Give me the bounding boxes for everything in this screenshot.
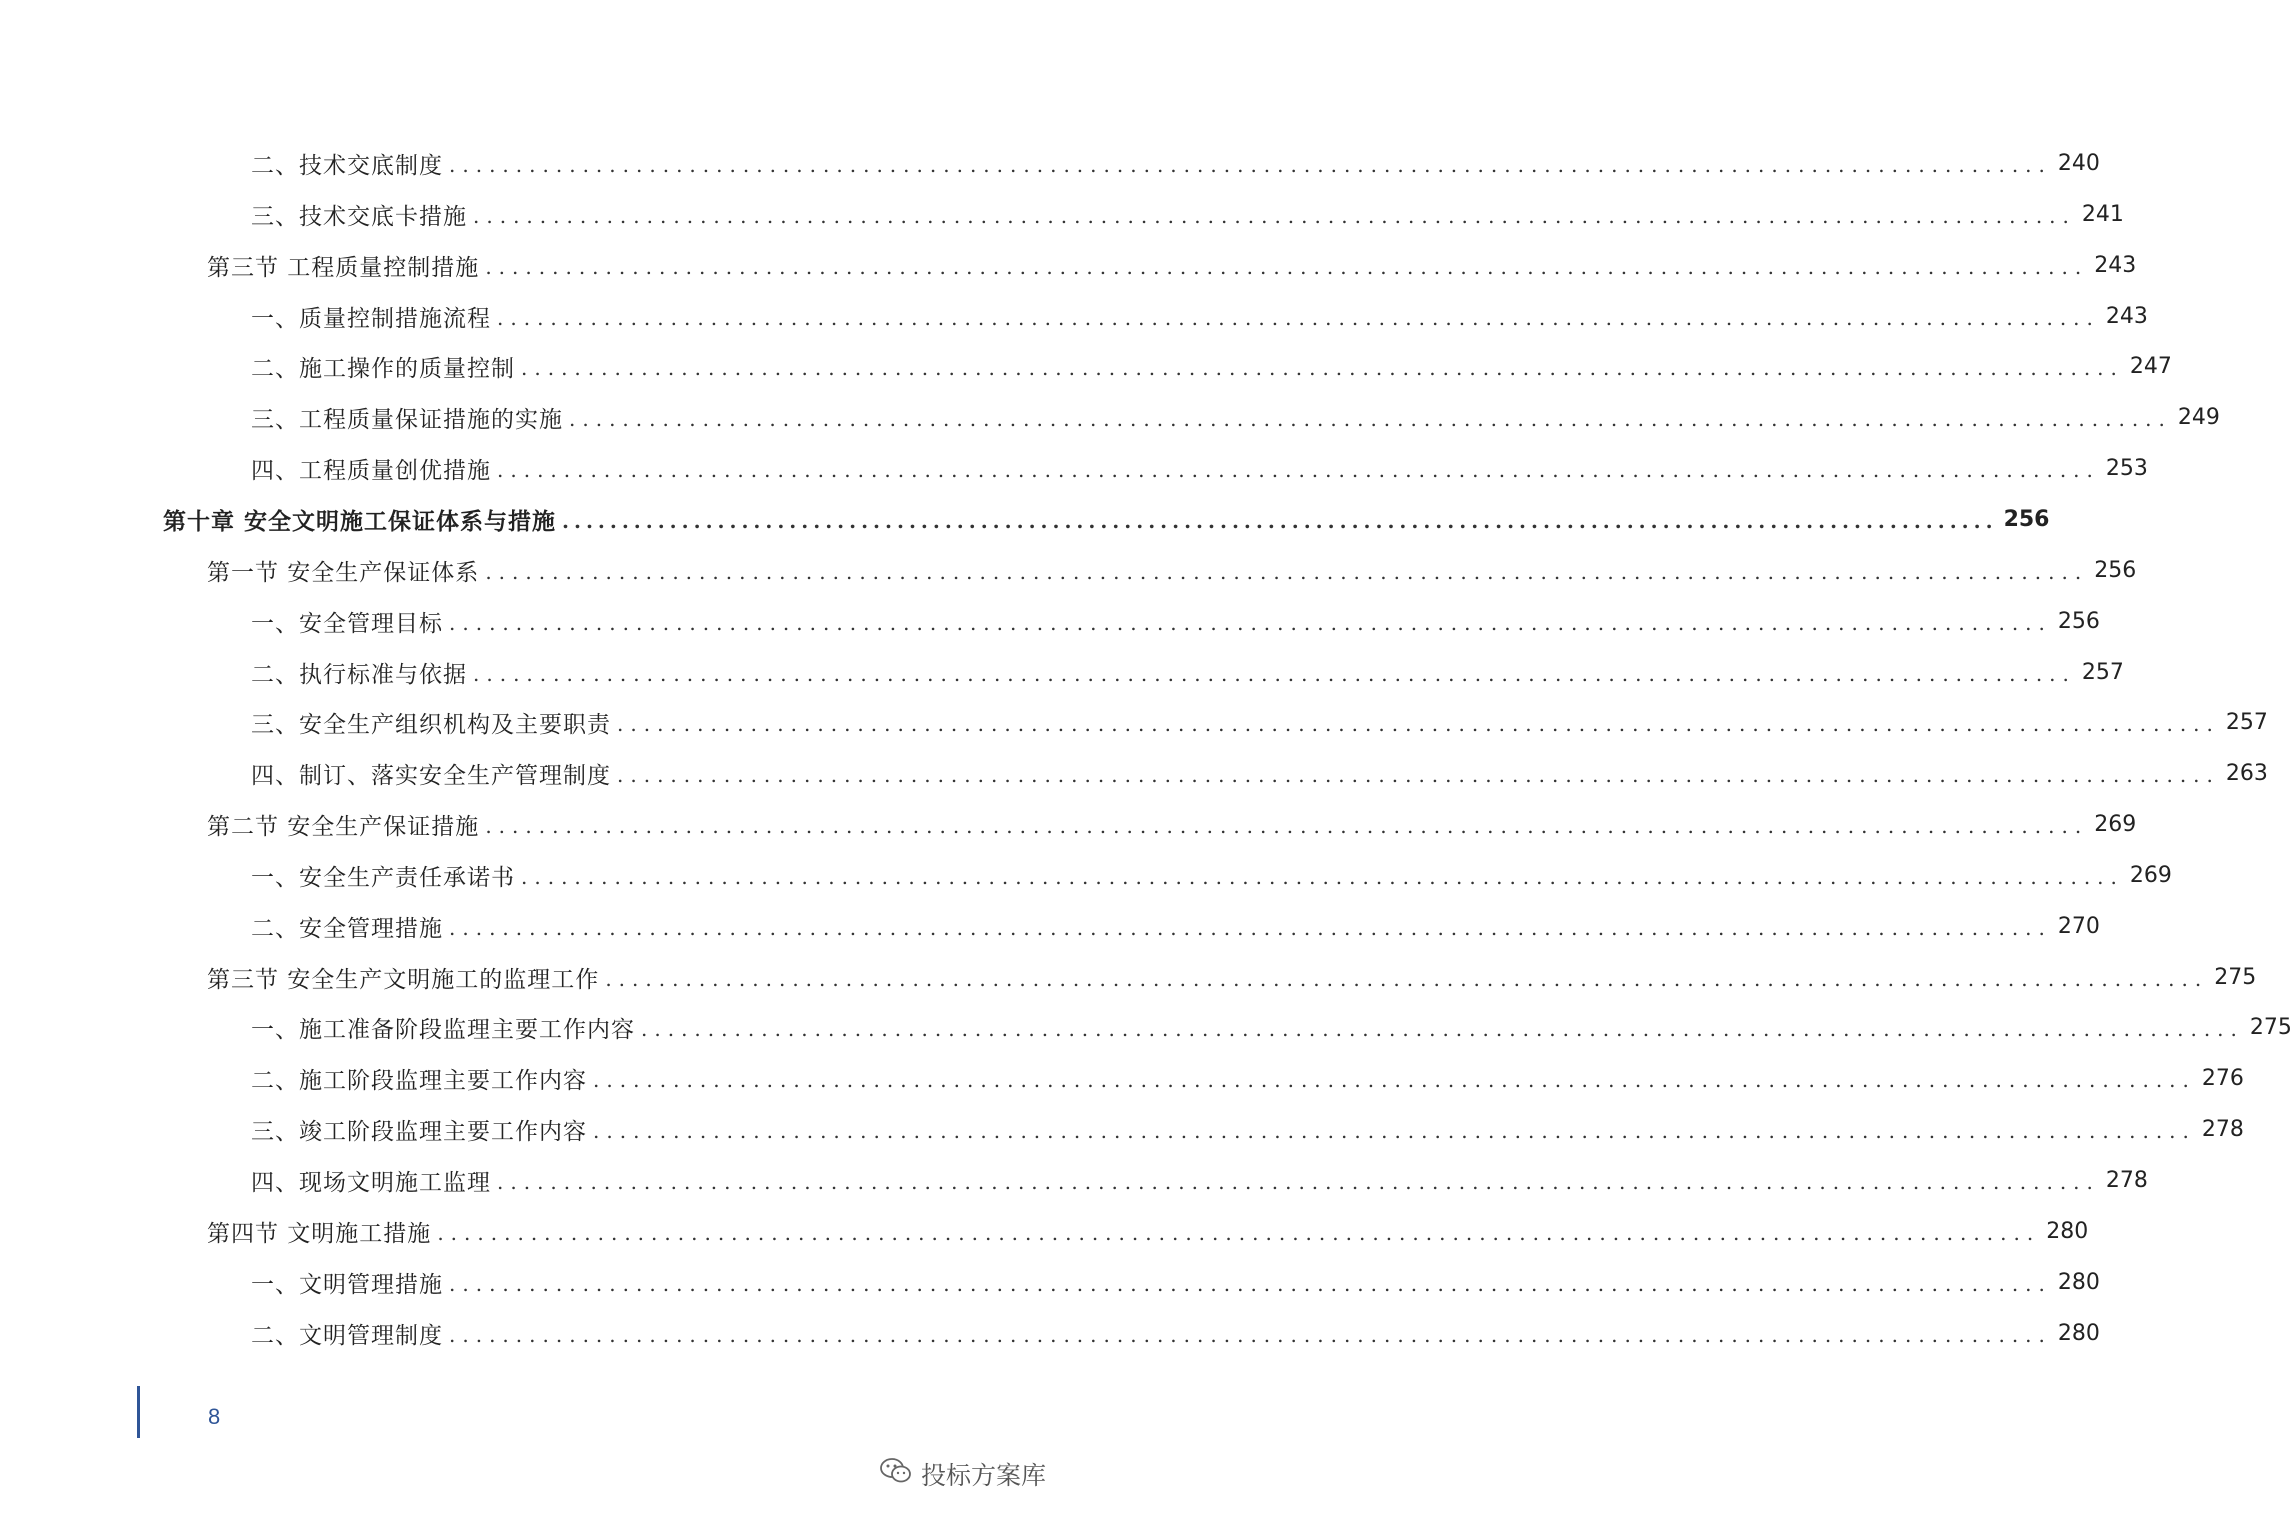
toc-entry[interactable] <box>0 753 2268 793</box>
toc-dot-leader: ........................................................................................................................ <box>449 611 2052 635</box>
toc-entry-title: 三、安全生产组织机构及主要职责 <box>251 711 611 738</box>
toc-entry-page: 256 <box>2094 557 2137 583</box>
toc-entry[interactable] <box>0 804 2137 844</box>
toc-entry-page: 256 <box>2003 506 2050 532</box>
toc-entry-page: 269 <box>2129 862 2172 888</box>
toc-dot-leader: ........................................................................................................................ <box>617 763 2220 787</box>
toc-entry-title: 第四节 文明施工措施 <box>207 1220 432 1247</box>
toc-dot-leader: ........................................................................................................................ <box>593 1068 2196 1092</box>
toc-entry[interactable] <box>0 957 2257 997</box>
toc-entry[interactable] <box>0 601 2100 641</box>
toc-entry-page: 278 <box>2105 1167 2148 1193</box>
toc-entry[interactable] <box>0 1262 2100 1302</box>
toc-entry-page: 276 <box>2201 1065 2244 1091</box>
toc-entry-title: 第二节 安全生产保证措施 <box>207 813 480 840</box>
toc-entry-page: 275 <box>2214 964 2257 990</box>
page-number-bar <box>137 1386 140 1438</box>
toc-entry[interactable] <box>0 143 2100 183</box>
toc-dot-leader: ........................................................................................................................ <box>593 1119 2196 1143</box>
toc-dot-leader: ........................................................................................................................ <box>497 1170 2100 1194</box>
toc-entry-page: 278 <box>2201 1116 2244 1142</box>
toc-entry-title: 二、执行标准与依据 <box>251 661 467 688</box>
toc-entry-page: 280 <box>2057 1320 2100 1346</box>
wechat-icon <box>879 1456 921 1492</box>
toc-dot-leader: ........................................................................................................................ <box>617 712 2220 736</box>
toc-entry[interactable] <box>0 702 2268 742</box>
toc-dot-leader: ........................................................................................................................ <box>449 1323 2052 1347</box>
toc-entry-title: 三、技术交底卡措施 <box>251 203 467 230</box>
toc-entry-title: 二、安全管理措施 <box>251 915 443 942</box>
toc-entry[interactable] <box>0 652 2124 692</box>
toc-entry-title: 二、施工阶段监理主要工作内容 <box>251 1067 587 1094</box>
toc-entry-page: 280 <box>2057 1269 2100 1295</box>
toc-dot-leader: ........................................................................................................................ <box>485 560 2089 584</box>
toc-entry-page: 240 <box>2057 150 2100 176</box>
toc-entry-title: 三、竣工阶段监理主要工作内容 <box>251 1118 587 1145</box>
toc-entry-page: 275 <box>2249 1014 2292 1040</box>
toc-entry[interactable] <box>0 296 2148 336</box>
toc-entry-title: 一、质量控制措施流程 <box>251 305 491 332</box>
toc-dot-leader: ........................................................................................................................ <box>485 255 2089 279</box>
toc-entry[interactable] <box>0 499 2050 539</box>
toc-entry-page: 257 <box>2225 709 2268 735</box>
toc-entry-page: 241 <box>2081 201 2124 227</box>
toc-entry[interactable] <box>0 397 2220 437</box>
toc-dot-leader: ........................................................................................................................ <box>485 814 2089 838</box>
toc-dot-leader: ........................................................................................................................ <box>497 458 2100 482</box>
toc-entry-title: 四、制订、落实安全生产管理制度 <box>251 762 611 789</box>
toc-dot-leader: ........................................................................................................................ <box>473 662 2076 686</box>
toc-entry[interactable] <box>0 448 2148 488</box>
toc-entry-page: 270 <box>2057 913 2100 939</box>
toc-entry-page: 263 <box>2225 760 2268 786</box>
toc-entry-page: 257 <box>2081 659 2124 685</box>
toc-entry-title: 二、施工操作的质量控制 <box>251 355 515 382</box>
toc-entry-title: 二、文明管理制度 <box>251 1322 443 1349</box>
page-number: 8 <box>208 1404 221 1429</box>
watermark <box>879 1456 1046 1492</box>
toc-entry-page: 249 <box>2177 404 2220 430</box>
toc-entry-title: 一、安全生产责任承诺书 <box>251 864 515 891</box>
toc-entry-title: 第三节 工程质量控制措施 <box>207 254 480 281</box>
toc-entry-page: 269 <box>2094 811 2137 837</box>
toc-entry-title: 三、工程质量保证措施的实施 <box>251 406 563 433</box>
toc-entry-title: 四、现场文明施工监理 <box>251 1169 491 1196</box>
toc-dot-leader: ........................................................................................................................ <box>449 1272 2052 1296</box>
toc-entry[interactable] <box>0 906 2100 946</box>
toc-entry-title: 二、技术交底制度 <box>251 152 443 179</box>
toc-entry[interactable] <box>0 855 2172 895</box>
toc-entry-title: 四、工程质量创优措施 <box>251 457 491 484</box>
watermark-text: 投标方案库 <box>920 1461 1046 1490</box>
toc-entry[interactable] <box>0 1211 2089 1251</box>
toc-entry[interactable] <box>0 1109 2244 1149</box>
toc-entry[interactable] <box>0 194 2124 234</box>
toc-entry[interactable] <box>0 1313 2100 1353</box>
toc-entry[interactable] <box>0 1160 2148 1200</box>
toc-entry-page: 253 <box>2105 455 2148 481</box>
toc-dot-leader: ........................................................................................................................ <box>562 509 1998 533</box>
toc-dot-leader: ........................................................................................................................ <box>437 1221 2041 1245</box>
toc-dot-leader: ........................................................................................................................ <box>449 153 2052 177</box>
toc-entry-title: 一、文明管理措施 <box>251 1271 443 1298</box>
toc-entry-title: 一、施工准备阶段监理主要工作内容 <box>251 1016 635 1043</box>
toc-dot-leader: ........................................................................................................................ <box>473 204 2076 228</box>
toc-entry-title: 第一节 安全生产保证体系 <box>207 559 480 586</box>
toc-dot-leader: ........................................................................................................................ <box>521 865 2124 889</box>
toc-dot-leader: ........................................................................................................................ <box>521 356 2124 380</box>
toc-entry[interactable] <box>0 550 2137 590</box>
toc-entry-page: 247 <box>2129 353 2172 379</box>
toc-entry-title: 一、安全管理目标 <box>251 610 443 637</box>
toc-entry[interactable] <box>0 1007 2292 1047</box>
toc-dot-leader: ........................................................................................................................ <box>605 967 2209 991</box>
toc-entry[interactable] <box>0 1058 2244 1098</box>
toc-entry[interactable] <box>0 245 2137 285</box>
toc-dot-leader: ........................................................................................................................ <box>569 407 2172 431</box>
toc-dot-leader: ........................................................................................................................ <box>641 1017 2244 1041</box>
toc-entry-page: 256 <box>2057 608 2100 634</box>
toc-entry-page: 243 <box>2105 303 2148 329</box>
toc-entry-page: 280 <box>2046 1218 2089 1244</box>
toc-entry[interactable] <box>0 346 2172 386</box>
toc-entry-page: 243 <box>2094 252 2137 278</box>
toc-dot-leader: ........................................................................................................................ <box>497 306 2100 330</box>
toc-entry-title: 第三节 安全生产文明施工的监理工作 <box>207 966 600 993</box>
toc-entry-title: 第十章 安全文明施工保证体系与措施 <box>163 507 557 535</box>
toc-dot-leader: ........................................................................................................................ <box>449 916 2052 940</box>
